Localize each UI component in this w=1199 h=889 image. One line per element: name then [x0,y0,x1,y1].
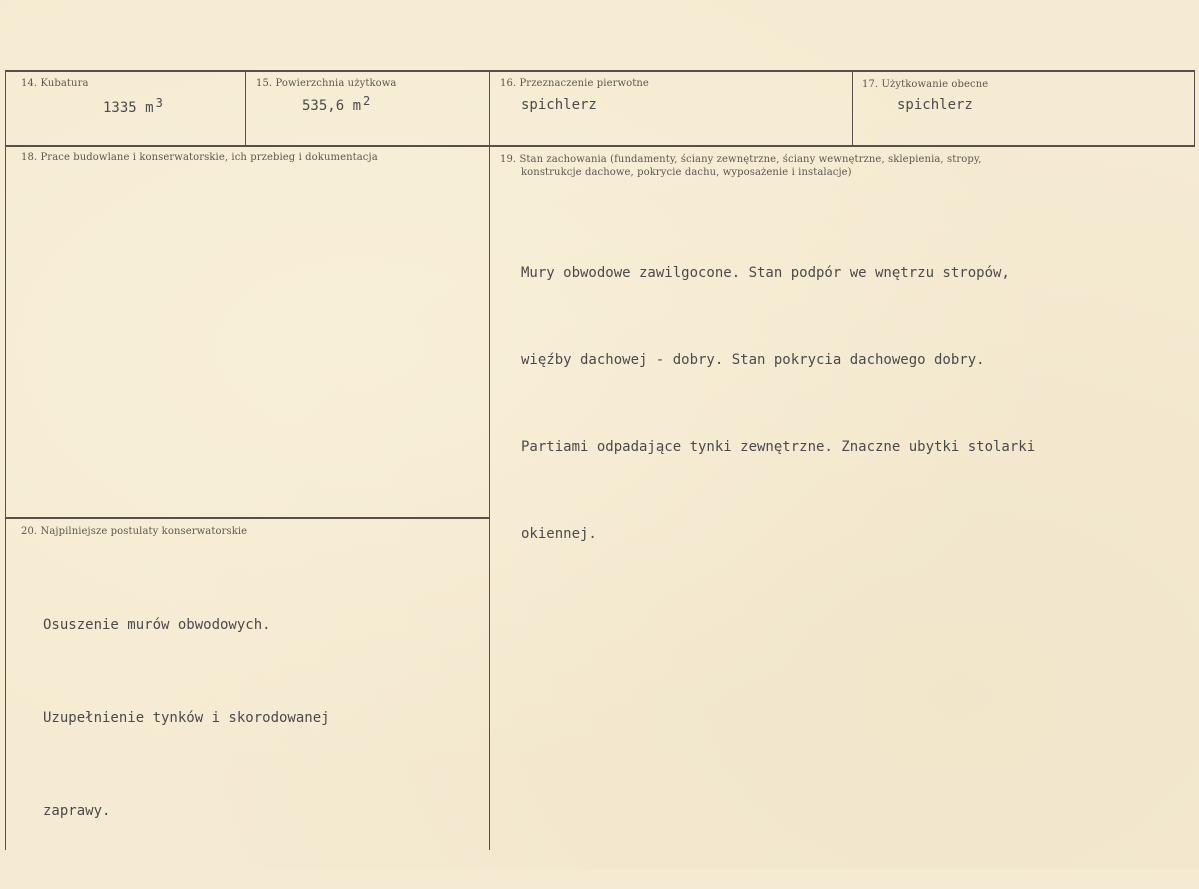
field-19-line-3: Partiami odpadające tynki zewnętrzne. Znaczne ubytki stolarki [521,439,1036,455]
field-19-label-line-2: konstrukcje dachowe, pokrycie dachu, wyposażenie i instalacje) [521,167,852,178]
field-16-label: 16. Przeznaczenie pierwotne [500,78,649,89]
field-19-label-line-1: 19. Stan zachowania (fundamenty, ściany zewnętrzne, ściany wewnętrzne, sklepienia, stropy, [500,154,982,165]
area-value: 535,6 m [302,98,362,114]
top-rule [5,70,1195,72]
field-14-value [103,96,163,116]
area-unit-exponent: 2 [363,94,371,108]
field-19-line-2: więźby dachowej - dobry. Stan pokrycia dachowego dobry. [521,352,985,368]
field-19-line-4: okiennej. [521,526,597,542]
field-17-value: spichlerz [897,97,973,113]
divider-16-17 [852,70,853,146]
field-16-value: spichlerz [521,97,597,113]
divider-14-15 [245,70,246,146]
field-20-label: 20. Najpilniejsze postulaty konserwatorskie [21,526,248,537]
main-column-divider [489,70,490,850]
field-19-line-1: Mury obwodowe zawilgocone. Stan podpór we wnętrzu stropów, [521,265,1010,281]
section20-top-rule [5,517,489,519]
cubature-value: 1335 m [103,100,154,116]
left-border [5,70,6,850]
field-17-label: 17. Użytkowanie obecne [862,79,989,90]
field-18-label: 18. Prace budowlane i konserwatorskie, ich przebieg i dokumentacja [21,152,378,163]
field-19-text [521,201,1035,607]
field-15-label: 15. Powierzchnia użytkowa [256,78,397,89]
field-20-line-2: Uzupełnienie tynków i skorodowanej [43,710,330,726]
field-15-value [302,94,371,114]
field-20-line-1: Osuszenie murów obwodowych. [43,617,271,633]
cubature-unit-exponent: 3 [155,96,163,110]
row1-bottom-rule [5,145,1195,147]
field-20-line-3: zaprawy. [43,803,111,819]
right-border [1194,70,1195,146]
field-20-text [43,548,330,889]
field-14-label: 14. Kubatura [21,78,89,89]
